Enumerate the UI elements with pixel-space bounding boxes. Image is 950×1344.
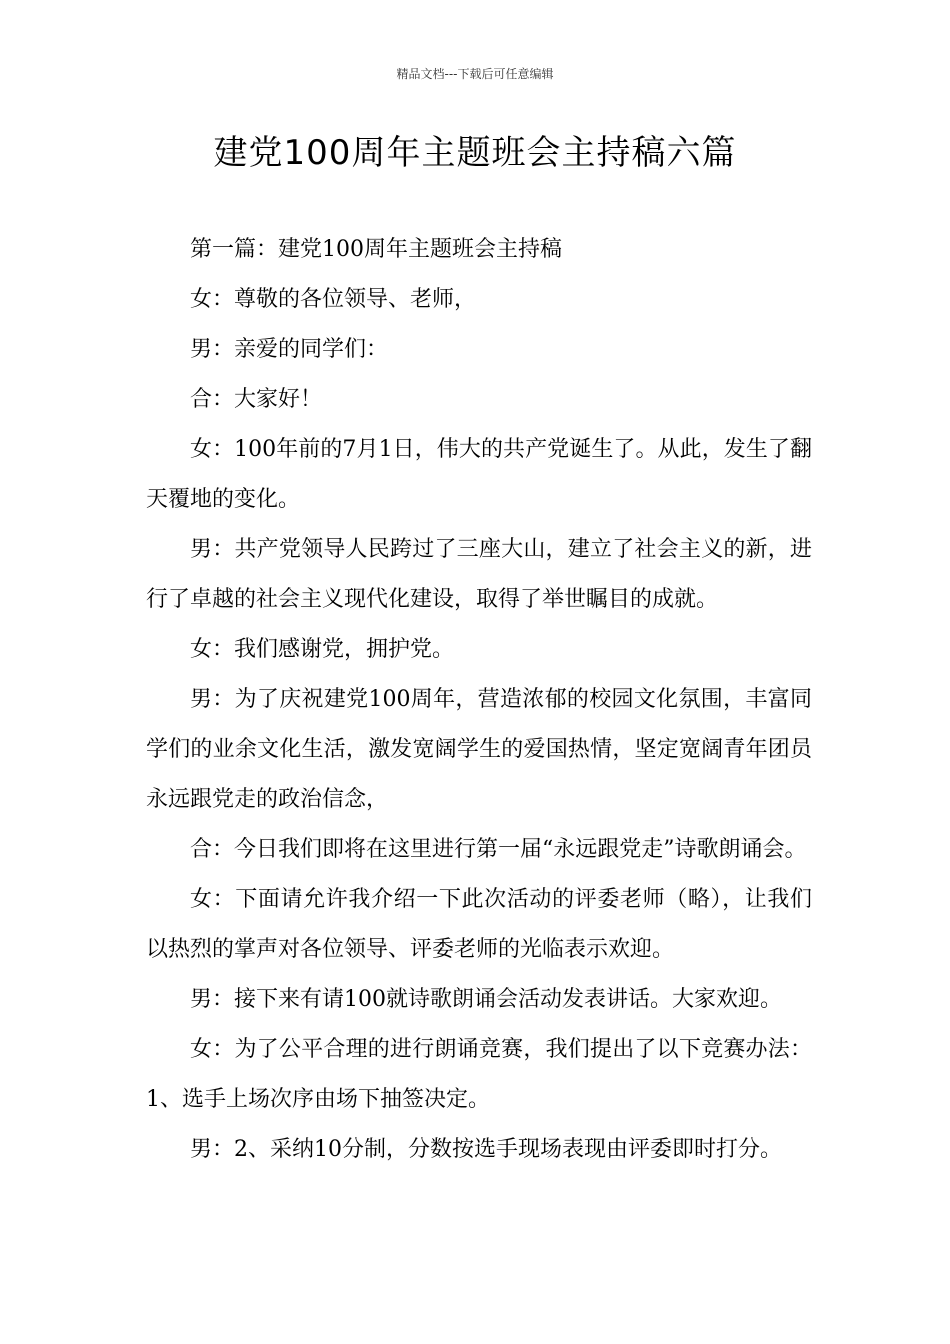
paragraph-3: 男：亲爱的同学们：	[190, 337, 389, 362]
header-note: 精品文档---下载后可任意编辑	[396, 67, 554, 81]
paragraph-12: 女：为了公平合理的进行朗诵竞赛，我们提出了以下竞赛办法：1、选手上场次序由场下抽签决定。	[146, 1037, 812, 1112]
paragraph-7: 女：我们感谢党，拥护党。	[190, 637, 455, 662]
paragraph-4: 合：大家好！	[190, 387, 323, 412]
paragraph-9: 合：今日我们即将在这里进行第一届“永远跟党走”诗歌朗诵会。	[190, 837, 807, 862]
paragraph-5: 女：100年前的7月1日，伟大的共产党诞生了。从此，发生了翻天覆地的变化。	[146, 437, 812, 512]
document-title: 建党100周年主题班会主持稿六篇	[213, 133, 737, 173]
paragraph-2: 女：尊敬的各位领导、老师，	[190, 287, 477, 312]
paragraph-13: 男：2、采纳10分制，分数按选手现场表现由评委即时打分。	[190, 1137, 782, 1162]
paragraph-6: 男：共产党领导人民跨过了三座大山，建立了社会主义的新，进行了卓越的社会主义现代化建设，取得了举世瞩目的成就。	[146, 537, 812, 612]
paragraph-11: 男：接下来有请100就诗歌朗诵会活动发表讲话。大家欢迎。	[190, 987, 782, 1012]
paragraph-1: 第一篇：建党100周年主题班会主持稿	[190, 237, 562, 262]
paragraph-8: 男：为了庆祝建党100周年，营造浓郁的校园文化氛围，丰富同学们的业余文化生活，激发宽阔学生的爱国热情，坚定宽阔青年团员永远跟党走的政治信念，	[146, 687, 812, 812]
document-body	[146, 225, 812, 1175]
paragraph-10: 女：下面请允许我介绍一下此次活动的评委老师（略），让我们以热烈的掌声对各位领导、评委老师的光临表示欢迎。	[146, 887, 812, 962]
